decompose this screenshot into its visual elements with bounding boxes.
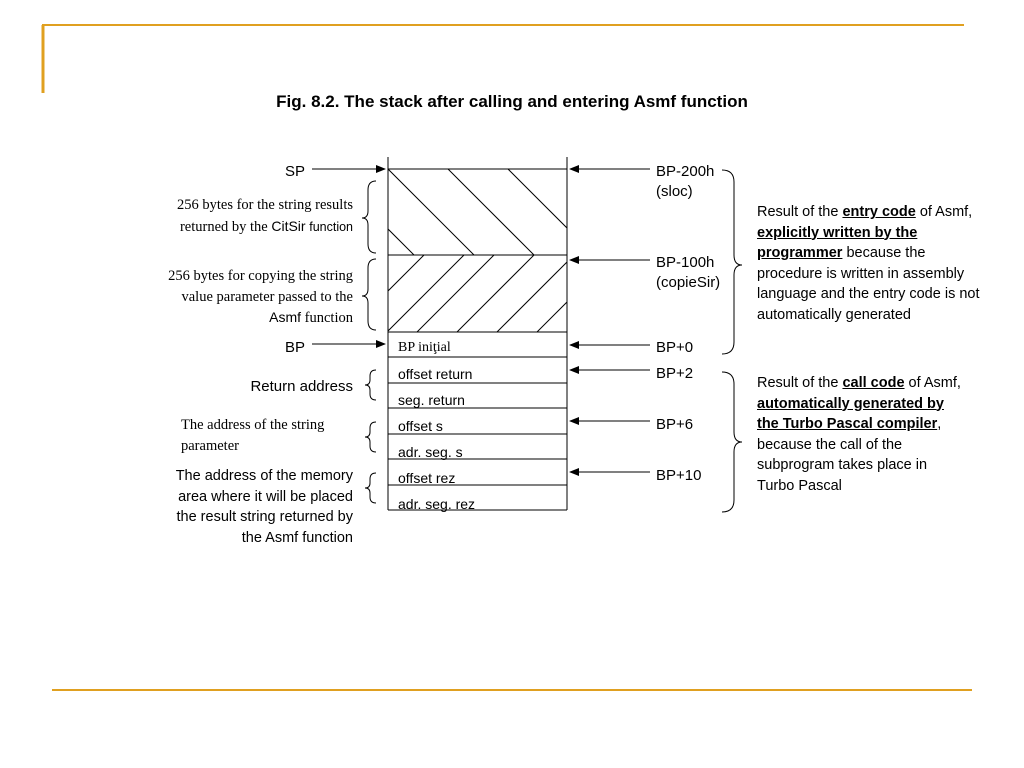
cell-bp-initial: BP iniţial — [398, 340, 451, 355]
string-results-line-2 — [90, 216, 353, 238]
function-word: function — [309, 219, 353, 234]
entry-note-bold-2: explicitly written by the programmer — [757, 224, 918, 261]
copy-area-line-1: 256 bytes for copying the string — [168, 268, 353, 284]
right-braces — [722, 170, 742, 512]
bp-0-label: BP+0 — [656, 339, 694, 356]
string-param-line-2: parameter — [181, 437, 239, 454]
return-address-label: Return address — [250, 378, 353, 395]
sp-label: SP — [284, 163, 305, 180]
bp-2-label: BP+2 — [656, 365, 694, 382]
entry-note-text-1: Result of the — [757, 204, 839, 220]
string-results-label — [90, 195, 353, 237]
cell-adr-seg-rez: adr. seg. rez — [398, 496, 476, 512]
string-results-text: returned by the — [179, 218, 268, 235]
asmf-function-name: Asmf — [269, 309, 302, 325]
string-results-line-1: 256 bytes for the string results — [177, 197, 353, 213]
entry-note-text-3: because the procedure is written in assembly language and the entry code is not automatically generated — [757, 245, 980, 323]
call-note-text-2: of Asmf, — [908, 375, 961, 391]
left-braces — [362, 181, 376, 503]
copy-area-line-2: value parameter passed to the — [181, 288, 353, 305]
string-param-line-1: The address of the string — [181, 417, 325, 433]
memory-line-2: area where it will be placed — [178, 488, 353, 505]
call-note-bold-1: call code — [842, 375, 905, 391]
cell-offset-s: offset s — [398, 418, 443, 434]
bp-200h-label: BP-200h — [656, 163, 715, 180]
cell-seg-return: seg. return — [398, 392, 465, 408]
bp-6-label: BP+6 — [656, 416, 694, 433]
call-note-text-3: , because the call of the subprogram takes place in Turbo Pascal — [757, 416, 942, 494]
arrows — [312, 169, 650, 472]
copy-area-label — [90, 266, 353, 329]
memory-line-1: The address of the memory — [175, 468, 353, 484]
bp-label: BP — [284, 339, 305, 356]
entry-note-text-2: of Asmf, — [919, 204, 973, 220]
memory-area-label — [110, 466, 353, 548]
cell-adr-seg-s: adr. seg. s — [398, 444, 463, 460]
memory-line-3: the result string returned by — [176, 509, 353, 525]
figure-title: Fig. 8.2. The stack after calling and entering Asmf function — [276, 92, 748, 111]
call-note-bold-2: automatically generated by the Turbo Pascal compiler — [757, 395, 944, 432]
copy-area-line-3 — [90, 307, 353, 329]
string-param-label — [181, 415, 356, 456]
entry-code-note — [757, 202, 989, 325]
sloc-label: (sloc) — [656, 183, 693, 200]
copy-function-word: function — [304, 310, 353, 326]
bp-10-label: BP+10 — [656, 467, 702, 484]
copiesir-label: (copieSir) — [656, 274, 721, 291]
cell-offset-return: offset return — [398, 366, 473, 382]
bp-100h-label: BP-100h — [656, 254, 715, 271]
citsir-function-name: CitSir — [271, 217, 306, 234]
call-code-note — [757, 373, 967, 496]
call-note-text-1: Result of the — [757, 375, 839, 391]
memory-line-4: the Asmf function — [241, 529, 353, 546]
hatch-copy-area — [388, 255, 567, 332]
cell-offset-rez: offset rez — [398, 470, 456, 486]
entry-note-bold-1: entry code — [842, 204, 916, 220]
